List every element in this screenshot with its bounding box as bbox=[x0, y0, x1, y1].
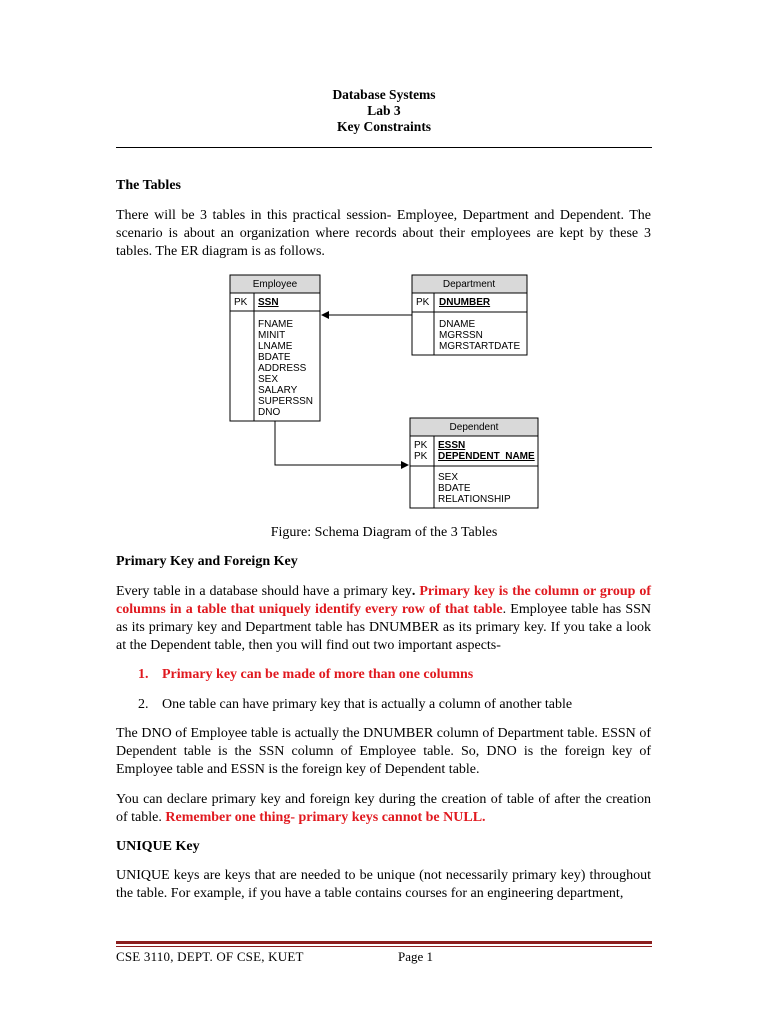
list-text: One table can have primary key that is actually a column of another table bbox=[162, 697, 573, 712]
employee-field: SUPERSSN bbox=[258, 396, 314, 407]
dependent-title: Dependent bbox=[449, 422, 499, 433]
list-item-1 bbox=[138, 666, 473, 684]
employee-fields bbox=[258, 319, 313, 418]
department-pk-field: DNUMBER bbox=[439, 297, 491, 308]
footer-rule bbox=[116, 941, 652, 944]
employee-pk-field: SSN bbox=[258, 297, 279, 308]
title-course: Database Systems bbox=[332, 87, 436, 102]
employee-pk-label: PK bbox=[234, 297, 248, 308]
pk-text-b: . Employee table has SSN as its primary key and Department table has DNUMBER as its primary key. If you take a look at the Dependent table, then you will find out two important aspects- bbox=[116, 602, 651, 653]
pk-definition-highlight: Primary key is the column or group of columns in a table that uniquely identify every row of that table bbox=[116, 584, 651, 617]
footer-rule-thin bbox=[116, 946, 652, 947]
dependent-field: BDATE bbox=[438, 483, 471, 494]
dependent-pk-label: PK bbox=[414, 440, 428, 451]
pk-text-a: Every table in a database should have a primary key bbox=[116, 584, 412, 599]
employee-field: BDATE bbox=[258, 352, 291, 363]
department-field: MGRSSN bbox=[439, 330, 483, 341]
employee-field: LNAME bbox=[258, 341, 293, 352]
employee-field: SALARY bbox=[258, 385, 298, 396]
paragraph-primary-key bbox=[116, 583, 651, 655]
employee-field: MINIT bbox=[258, 330, 286, 341]
paragraph-foreign-key: The DNO of Employee table is actually the DNUMBER column of Department table. ESSN of Dependent table is the SSN column of Employee table. So, DNO is the foreign key of Employee table and ESSN is the foreign key of Dependent table. bbox=[116, 726, 651, 777]
dependent-pk-field: DEPENDENT_NAME bbox=[438, 451, 535, 462]
department-field: MGRSTARTDATE bbox=[439, 341, 521, 352]
pk-text-dot: . bbox=[411, 584, 420, 599]
department-entity bbox=[412, 275, 527, 355]
paragraph-unique-key: UNIQUE keys are keys that are needed to be unique (not necessarily primary key) throughout the table. For example, if you have a table contains courses for an engineering department, bbox=[116, 868, 651, 901]
er-diagram bbox=[0, 270, 768, 515]
dependent-entity bbox=[410, 418, 538, 508]
heading-unique-key: UNIQUE Key bbox=[116, 839, 200, 854]
list-number: 1. bbox=[138, 667, 149, 682]
heading-the-tables: The Tables bbox=[116, 178, 181, 193]
paragraph-declare-keys bbox=[116, 791, 651, 827]
dependent-field: SEX bbox=[438, 472, 459, 483]
dependent-field: RELATIONSHIP bbox=[438, 494, 511, 505]
dependent-pk-field: ESSN bbox=[438, 440, 466, 451]
department-pk-label: PK bbox=[416, 297, 430, 308]
list-number: 2. bbox=[138, 697, 149, 712]
dependent-pk-label: PK bbox=[414, 451, 428, 462]
declare-text: You can declare primary key and foreign key during the creation of table of after the creation of table. bbox=[116, 792, 651, 825]
footer-page-number: Page 1 bbox=[398, 949, 434, 964]
heading-primary-foreign-key: Primary Key and Foreign Key bbox=[116, 554, 298, 569]
paragraph-tables-intro: There will be 3 tables in this practical session- Employee, Department and Dependent. The scenario is about an organization where records about their employees are kept by these 3 tables. The ER diagram is as follows. bbox=[116, 208, 651, 259]
document-title bbox=[0, 87, 768, 135]
employee-entity bbox=[230, 275, 320, 421]
title-topic: Key Constraints bbox=[336, 119, 432, 134]
declare-highlight: Remember one thing- primary keys cannot be NULL. bbox=[165, 810, 486, 825]
department-title: Department bbox=[442, 279, 496, 290]
employee-field: ADDRESS bbox=[258, 363, 307, 374]
title-lab: Lab 3 bbox=[367, 103, 401, 118]
list-text: Primary key can be made of more than one columns bbox=[162, 667, 474, 682]
title-divider bbox=[116, 147, 652, 148]
employee-title: Employee bbox=[252, 279, 298, 290]
footer-course: CSE 3110, DEPT. OF CSE, KUET bbox=[116, 949, 304, 964]
employee-field: FNAME bbox=[258, 319, 293, 330]
employee-field: SEX bbox=[258, 374, 279, 385]
figure-caption: Figure: Schema Diagram of the 3 Tables bbox=[270, 525, 498, 540]
list-item-2 bbox=[138, 696, 572, 714]
department-field: DNAME bbox=[439, 319, 476, 330]
ssn-to-essn-arrow bbox=[275, 421, 408, 465]
employee-field: DNO bbox=[258, 407, 281, 418]
